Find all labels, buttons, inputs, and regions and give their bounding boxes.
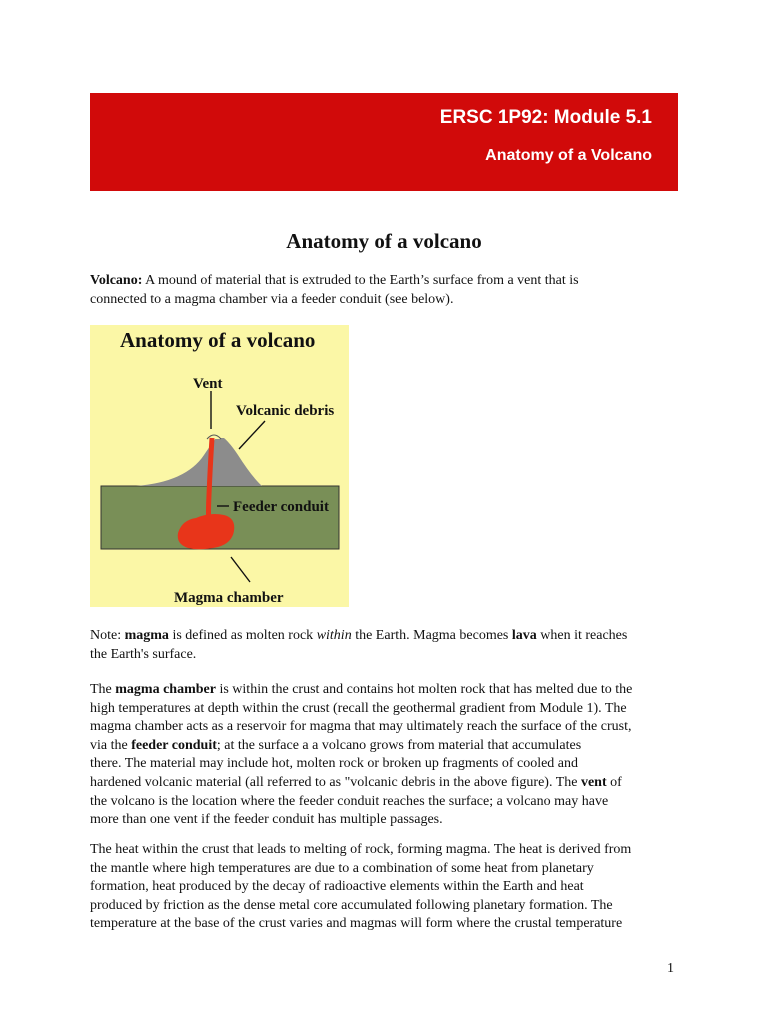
p2-text: via the <box>90 737 132 753</box>
module-subtitle: Anatomy of a Volcano <box>485 147 652 164</box>
p3-line: temperature at the base of the crust varies and magmas will form where the crustal temperature <box>90 916 623 932</box>
p3-line: formation, heat produced by the decay of radioactive elements within the Earth and heat <box>90 879 584 895</box>
page-number: 1 <box>667 961 674 976</box>
p2-text: The <box>90 682 116 697</box>
p3-line: The heat within the crust that leads to melting of rock, forming magma. The heat is derived from <box>90 842 632 857</box>
term-lava: lava <box>511 628 537 643</box>
magma-lava-note <box>90 627 690 664</box>
p2-text: hardened volcanic material (all referred to as "volcanic debris in the above figure). The <box>90 774 581 790</box>
volcano-definition <box>90 272 690 309</box>
definition-term: Volcano: <box>90 273 143 288</box>
p2-text: is within the crust and contains hot molten rock that has melted due to the <box>215 682 633 697</box>
figure-title: Anatomy of a volcano <box>120 328 316 352</box>
magma-chamber-paragraph <box>90 681 690 830</box>
p3-line: the mantle where high temperatures are due to a combination of some heat from planetary <box>90 860 594 876</box>
p3-line: produced by friction as the dense metal core accumulated following planetary formation. The <box>90 897 613 913</box>
note-text-2: the Earth. Magma becomes <box>351 628 512 643</box>
heat-source-paragraph <box>90 841 690 934</box>
term-feeder-conduit: feeder conduit <box>131 737 217 753</box>
volcanic-debris-label: Volcanic debris <box>236 403 335 419</box>
magma-chamber-label: Magma chamber <box>174 590 284 606</box>
page-title: Anatomy of a volcano <box>286 229 482 253</box>
p2-line: magma chamber acts as a reservoir for magma that may ultimately reach the surface of the crust, <box>90 719 632 735</box>
feeder-conduit-label: Feeder conduit <box>233 499 329 515</box>
p2-text: ; at the surface a a volcano grows from material that accumulates <box>216 737 582 753</box>
note-text-3: when it reaches <box>536 628 628 643</box>
p2-text: of <box>606 774 622 790</box>
term-magma: magma <box>124 628 169 643</box>
module-header-banner <box>90 93 678 191</box>
term-vent: vent <box>580 774 607 790</box>
p2-line: high temperatures at depth within the crust (recall the geothermal gradient from Module 1). The <box>90 700 627 716</box>
note-italic-within: within <box>316 628 352 643</box>
course-module-heading: ERSC 1P92: Module 5.1 <box>439 107 652 128</box>
p2-line: the volcano is the location where the feeder conduit reaches the surface; a volcano may have <box>90 793 609 809</box>
term-magma-chamber: magma chamber <box>115 682 216 697</box>
p2-line: more than one vent if the feeder conduit has multiple passages. <box>90 812 443 828</box>
p2-line: there. The material may include hot, molten rock or broken up fragments of cooled and <box>90 756 579 772</box>
definition-line-2: connected to a magma chamber via a feeder conduit (see below). <box>90 291 454 307</box>
note-text-1: is defined as molten rock <box>168 628 317 643</box>
definition-line-1: A mound of material that is extruded to the Earth’s surface from a vent that is <box>142 273 579 288</box>
note-line-2: the Earth's surface. <box>90 646 197 662</box>
volcano-anatomy-figure <box>90 325 349 607</box>
vent-label: Vent <box>193 376 223 392</box>
note-prefix: Note: <box>90 628 125 643</box>
